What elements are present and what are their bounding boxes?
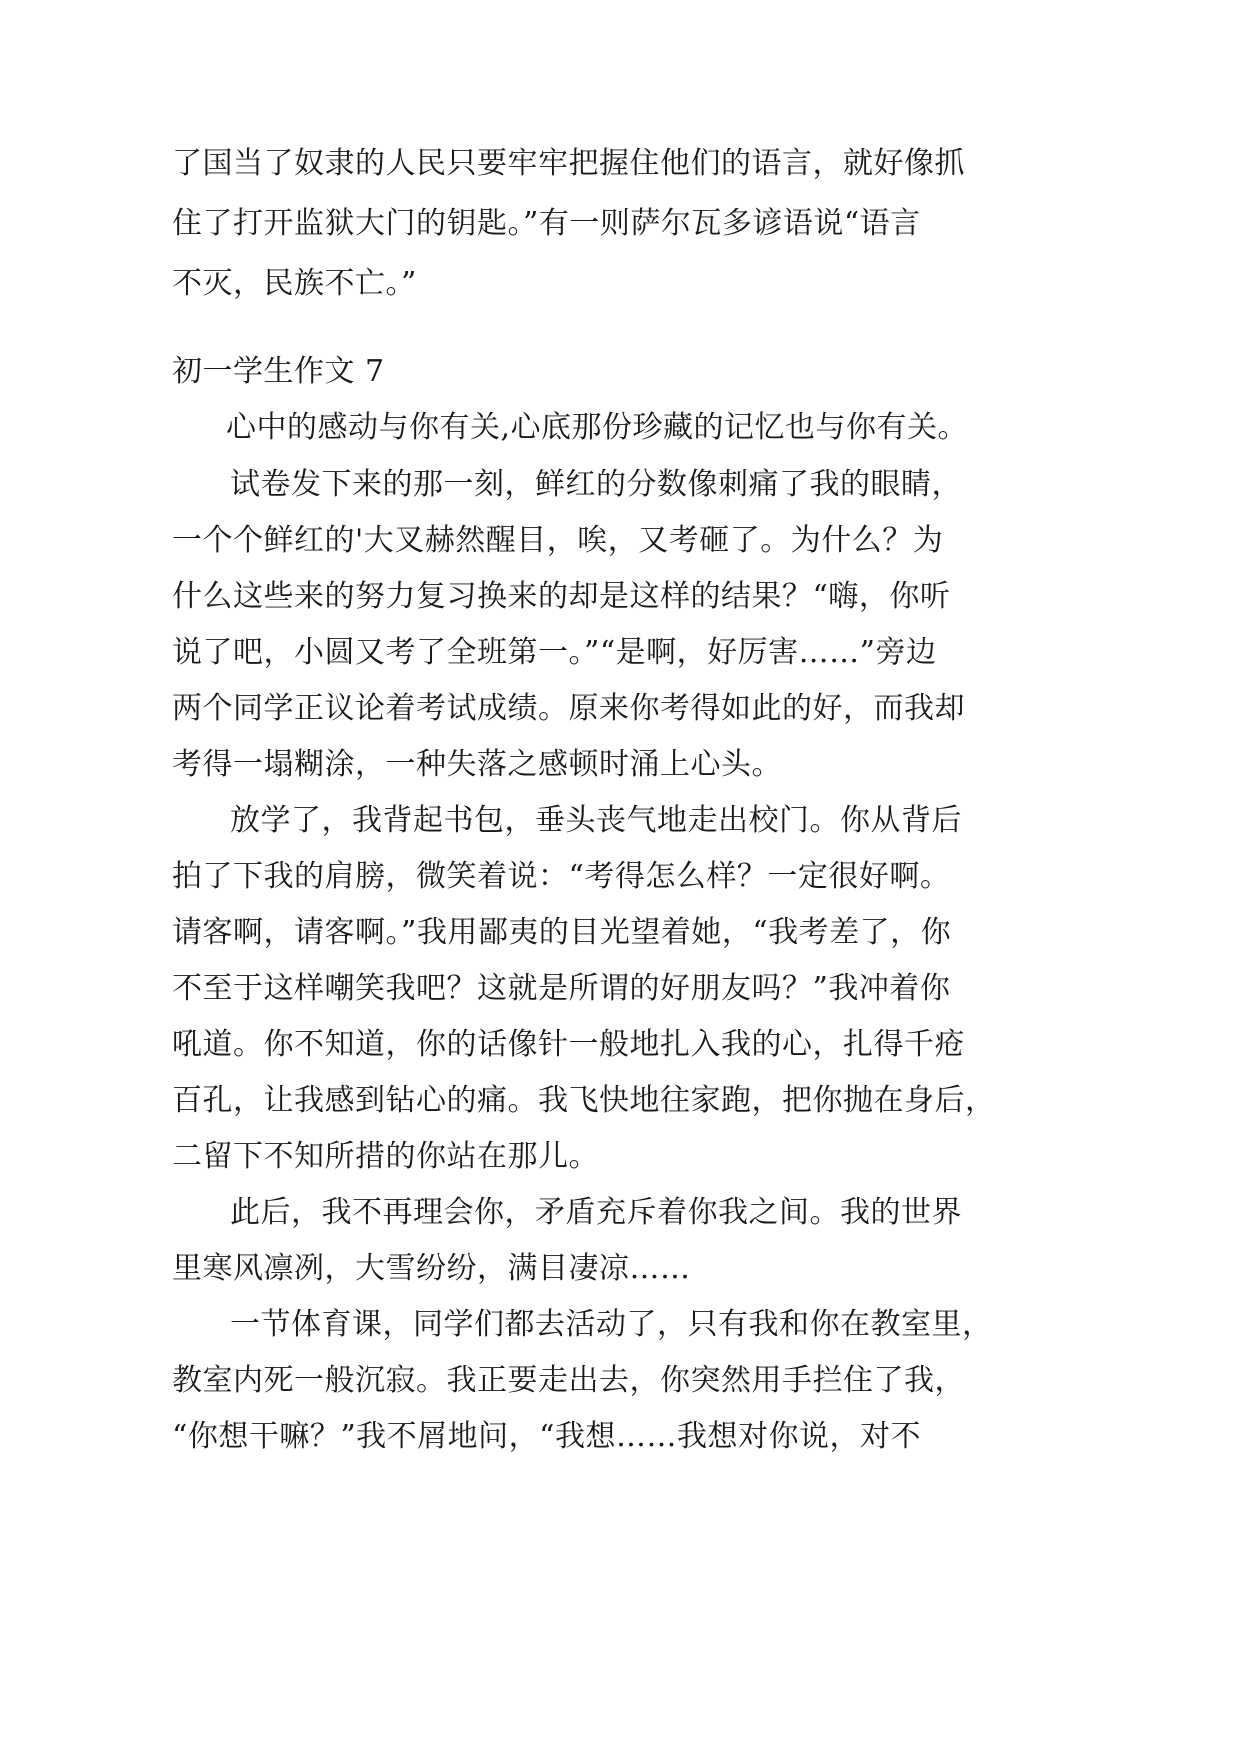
essay-heading: 初一学生作文 7 — [172, 354, 385, 389]
paragraph-line: 二留下不知所措的你站在那儿。 — [172, 1139, 599, 1174]
paragraph-line: 说了吧，小圆又考了全班第一。”“是啊，好厉害……”旁边 — [172, 635, 937, 670]
paragraph-line: 拍了下我的肩膀，微笑着说：“考得怎么样？一定很好啊。 — [172, 859, 951, 894]
paragraph-line: “你想干嘛？”我不屑地问，“我想……我想对你说，对不 — [172, 1419, 922, 1454]
paragraph-line: 心中的感动与你有关,心底那份珍藏的记忆也与你有关。 — [226, 410, 969, 445]
paragraph-line: 此后，我不再理会你，矛盾充斥着你我之间。我的世界 — [230, 1195, 962, 1230]
paragraph-line: 放学了，我背起书包，垂头丧气地走出校门。你从背后 — [230, 803, 962, 838]
text-line: 住了打开监狱大门的钥匙。”有一则萨尔瓦多谚语说“语言 — [172, 206, 921, 241]
paragraph-line: 教室内死一般沉寂。我正要走出去，你突然用手拦住了我， — [172, 1363, 965, 1398]
paragraph-line: 考得一塌糊涂，一种失落之感顿时涌上心头。 — [172, 747, 782, 782]
paragraph-line: 一个个鲜红的'大叉赫然醒目，唉，又考砸了。为什么？为 — [172, 523, 944, 558]
paragraph-line: 请客啊，请客啊。”我用鄙夷的目光望着她，“我考差了，你 — [172, 915, 952, 950]
paragraph-line: 试卷发下来的那一刻，鲜红的分数像刺痛了我的眼睛， — [230, 467, 962, 502]
paragraph-line: 不至于这样嘲笑我吧？这就是所谓的好朋友吗？”我冲着你 — [172, 971, 951, 1006]
text-line: 了国当了奴隶的人民只要牢牢把握住他们的语言，就好像抓 — [172, 146, 965, 181]
paragraph-line: 百孔，让我感到钻心的痛。我飞快地往家跑，把你抛在身后， — [172, 1083, 996, 1118]
paragraph-line: 吼道。你不知道，你的话像针一般地扎入我的心，扎得千疮 — [172, 1027, 965, 1062]
paragraph-line: 里寒风凛冽，大雪纷纷，满目凄凉…… — [172, 1251, 691, 1286]
paragraph-line: 两个同学正议论着考试成绩。原来你考得如此的好，而我却 — [172, 691, 965, 726]
paragraph-line: 什么这些来的努力复习换来的却是这样的结果？“嗨，你听 — [172, 579, 951, 614]
paragraph-line: 一节体育课，同学们都去活动了，只有我和你在教室里， — [230, 1307, 993, 1342]
text-line: 不灭，民族不亡。” — [172, 266, 417, 301]
